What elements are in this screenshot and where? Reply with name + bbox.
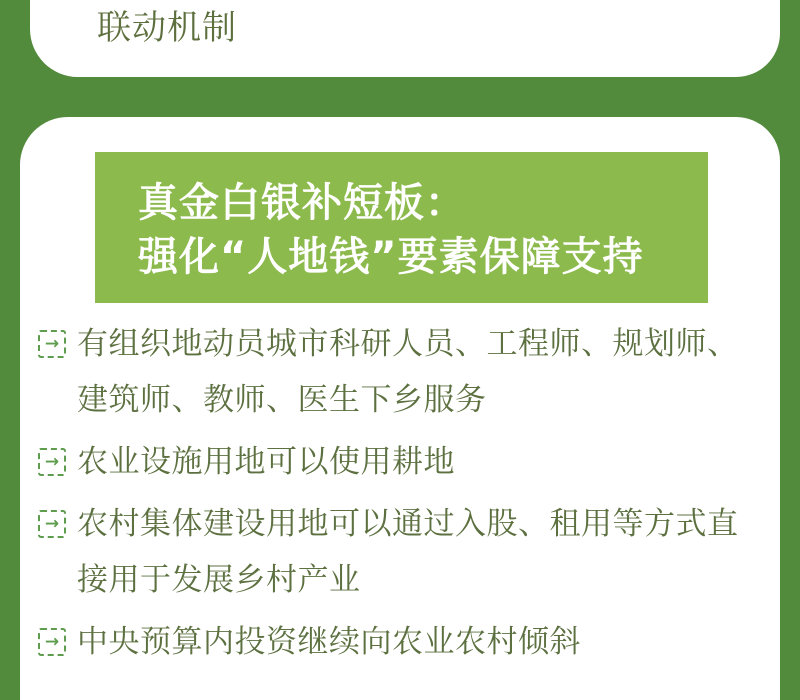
previous-section-card	[30, 0, 780, 77]
list-item-text-line: 接用于发展乡村产业	[77, 562, 361, 598]
previous-section-label: 联动机制	[97, 8, 237, 48]
list-item-text-line: 农业设施用地可以使用耕地	[77, 444, 455, 480]
section-card	[20, 117, 780, 700]
list-item-text	[77, 614, 581, 670]
list-item	[38, 316, 764, 428]
arrow-right-dashed-box-icon: →	[38, 510, 66, 538]
arrow-right-dashed-box-icon: →	[38, 448, 66, 476]
bullet-list	[38, 316, 764, 676]
list-item-text-line: 农村集体建设用地可以通过入股、租用等方式直	[77, 506, 739, 542]
section-header-banner	[95, 152, 708, 303]
list-item	[38, 496, 764, 608]
list-item-text-line: 中央预算内投资继续向农业农村倾斜	[77, 624, 581, 660]
list-item-text	[77, 316, 739, 428]
arrow-right-dashed-box-icon: →	[38, 628, 66, 656]
list-item-text	[77, 434, 455, 490]
section-title-line2: 强化“人地钱”要素保障支持	[138, 234, 644, 280]
arrow-right-dashed-box-icon: →	[38, 330, 66, 358]
list-item-text-line: 有组织地动员城市科研人员、工程师、规划师、	[77, 326, 739, 362]
section-title-line1: 真金白银补短板：	[138, 180, 466, 226]
list-item-text	[77, 496, 739, 608]
list-item	[38, 434, 764, 490]
list-item-text-line: 建筑师、教师、医生下乡服务	[77, 382, 487, 418]
list-item	[38, 614, 764, 670]
